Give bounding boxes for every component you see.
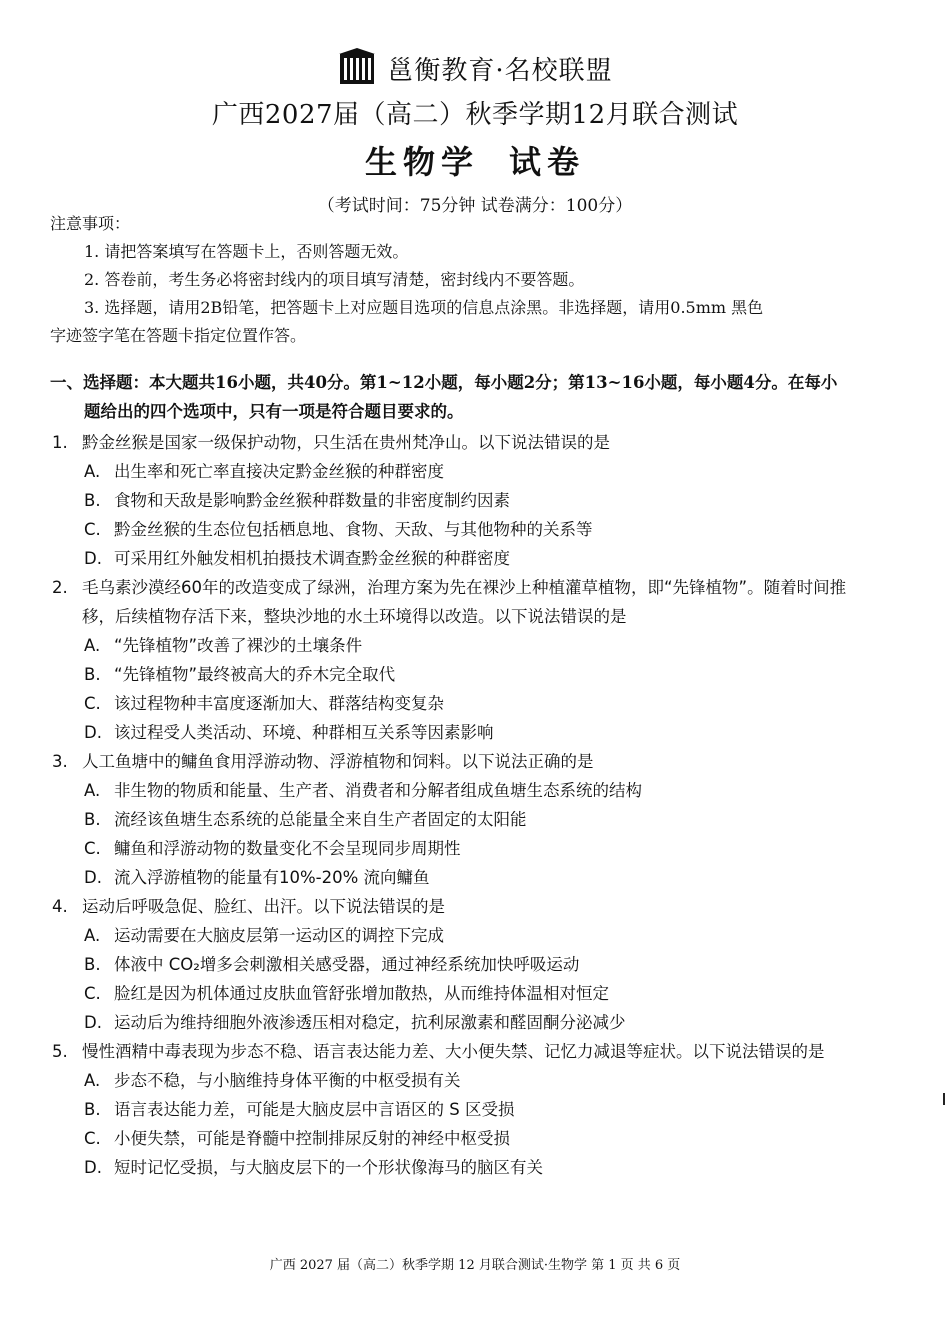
option-text: 流经该鱼塘生态系统的总能量全来自生产者固定的太阳能 [114, 810, 527, 829]
option-letter: A. [84, 926, 101, 945]
option [52, 834, 872, 863]
option-letter: C. [84, 520, 101, 539]
option [52, 950, 872, 979]
option-letter: D. [84, 1158, 102, 1177]
question-stem: 人工鱼塘中的鳙鱼食用浮游动物、浮游植物和饲料。以下说法正确的是 [82, 752, 594, 771]
option-text: 步态不稳，与小脑维持身体平衡的中枢受损有关 [114, 1071, 461, 1090]
book-icon [337, 48, 377, 88]
section-line-2: 题给出的四个选项中，只有一项是符合题目要求的。 [84, 402, 464, 421]
note-item-2: 2. 答卷前，考生务必将密封线内的项目填写清楚，密封线内不要答题。 [84, 270, 585, 289]
question-stem: 运动后呼吸急促、脸红、出汗。以下说法错误的是 [82, 897, 445, 916]
option-letter: D. [84, 723, 102, 742]
page-footer: 广西 2027 届（高二）秋季学期 12 月联合测试·生物学 第 1 页 共 6 页 [269, 1258, 681, 1273]
subject-title [0, 137, 950, 183]
option-letter: B. [84, 491, 101, 510]
exam-info: （考试时间：75分钟 试卷满分：100分） [317, 196, 633, 216]
option [52, 1124, 872, 1153]
option [52, 1095, 872, 1124]
option-letter: D. [84, 868, 102, 887]
question-4 [52, 892, 872, 921]
option-text: 运动需要在大脑皮层第一运动区的调控下完成 [114, 926, 444, 945]
option-text: 可采用红外触发相机拍摄技术调查黔金丝猴的种群密度 [114, 549, 510, 568]
option [52, 631, 872, 660]
option-letter: B. [84, 810, 101, 829]
option-text: 黔金丝猴的生态位包括栖息地、食物、天敌、与其他物种的关系等 [114, 520, 593, 539]
option-text: 食物和天敌是影响黔金丝猴种群数量的非密度制约因素 [114, 491, 510, 510]
option-text: “先锋植物”改善了裸沙的土壤条件 [114, 636, 363, 655]
question-stem: 慢性酒精中毒表现为步态不稳、语言表达能力差、大小便失禁、记忆力减退等症状。以下说法错误的是 [82, 1042, 825, 1061]
option [52, 979, 872, 1008]
section-line-1: 一、选择题：本大题共16小题，共40分。第1~12小题，每小题2分；第13~16小题，每小题4分。在每小 [50, 373, 838, 392]
option-letter: A. [84, 1071, 101, 1090]
question-number: 2. [52, 578, 68, 597]
option-text: 小便失禁，可能是脊髓中控制排尿反射的神经中枢受损 [114, 1129, 510, 1148]
option-text: 短时记忆受损，与大脑皮层下的一个形状像海马的脑区有关 [114, 1158, 543, 1177]
option [52, 921, 872, 950]
question-number: 3. [52, 752, 68, 771]
question-5 [52, 1037, 872, 1066]
option [52, 689, 872, 718]
note-item-3-continuation: 字迹签字笔在答题卡指定位置作答。 [50, 326, 307, 345]
option-letter: B. [84, 1100, 101, 1119]
notes-title: 注意事项： [50, 214, 131, 233]
option-text: 运动后为维持细胞外液渗透压相对稳定，抗利尿激素和醛固酮分泌减少 [114, 1013, 626, 1032]
option-text: 该过程受人类活动、环境、种群相互关系等因素影响 [114, 723, 494, 742]
option-text: 该过程物种丰富度逐渐加大、群落结构变复杂 [114, 694, 444, 713]
question-number: 4. [52, 897, 68, 916]
question-number: 5. [52, 1042, 68, 1061]
option-text: 流入浮游植物的能量有10%-20% 流向鳙鱼 [114, 868, 430, 887]
option [52, 544, 872, 573]
option [52, 1066, 872, 1095]
subject-sub: 试卷 [509, 143, 586, 181]
notes-section [50, 210, 870, 350]
option [52, 486, 872, 515]
note-item-3: 3. 选择题，请用2B铅笔，把答题卡上对应题目选项的信息点涂黑。非选择题，请用0.5mm 黑色 [84, 298, 764, 317]
option-text: 非生物的物质和能量、生产者、消费者和分解者组成鱼塘生态系统的结构 [114, 781, 642, 800]
option-letter: B. [84, 665, 101, 684]
brand-row [0, 44, 950, 92]
option-letter: A. [84, 462, 101, 481]
question-stem: 黔金丝猴是国家一级保护动物，只生活在贵州梵净山。以下说法错误的是 [82, 433, 610, 452]
option [52, 515, 872, 544]
subject-main: 生物学 [364, 143, 479, 181]
option-text: 体液中 CO₂增多会刺激相关感受器，通过神经系统加快呼吸运动 [114, 955, 580, 974]
option [52, 805, 872, 834]
option [52, 457, 872, 486]
option-text: 语言表达能力差，可能是大脑皮层中言语区的 S 区受损 [114, 1100, 515, 1119]
question-list [52, 428, 872, 1182]
option-text: 出生率和死亡率直接决定黔金丝猴的种群密度 [114, 462, 444, 481]
option-letter: D. [84, 549, 102, 568]
option-letter: C. [84, 1129, 101, 1148]
option-text: 脸红是因为机体通过皮肤血管舒张增加散热，从而维持体温相对恒定 [114, 984, 609, 1003]
question-2 [52, 573, 872, 631]
option-letter: C. [84, 984, 101, 1003]
option-text: “先锋植物”最终被高大的乔木完全取代 [114, 665, 396, 684]
question-1 [52, 428, 872, 457]
option-letter: B. [84, 955, 101, 974]
option-letter: D. [84, 1013, 102, 1032]
option [52, 1153, 872, 1182]
option-letter: C. [84, 694, 101, 713]
note-item-1: 1. 请把答案填写在答题卡上，否则答题无效。 [84, 242, 409, 261]
option [52, 863, 872, 892]
option-text: 鳙鱼和浮游动物的数量变化不会呈现同步周期性 [114, 839, 461, 858]
option [52, 776, 872, 805]
question-3 [52, 747, 872, 776]
exam-name: 广西2027届（高二）秋季学期12月联合测试 [211, 100, 739, 130]
question-stem: 毛乌素沙漠经60年的改造变成了绿洲，治理方案为先在裸沙上种植灌草植物，即“先锋植物”。随着时间推移，后续植物存活下来，整块沙地的水土环境得以改造。以下说法错误的是 [82, 578, 847, 626]
section-heading [50, 368, 870, 426]
option [52, 1008, 872, 1037]
option-letter: A. [84, 636, 101, 655]
option-letter: C. [84, 839, 101, 858]
brand-name: 邕衡教育·名校联盟 [387, 55, 613, 86]
exam-header [0, 44, 950, 216]
scan-edge-mark [943, 1093, 945, 1105]
option [52, 718, 872, 747]
option-letter: A. [84, 781, 101, 800]
option [52, 660, 872, 689]
question-number: 1. [52, 433, 68, 452]
